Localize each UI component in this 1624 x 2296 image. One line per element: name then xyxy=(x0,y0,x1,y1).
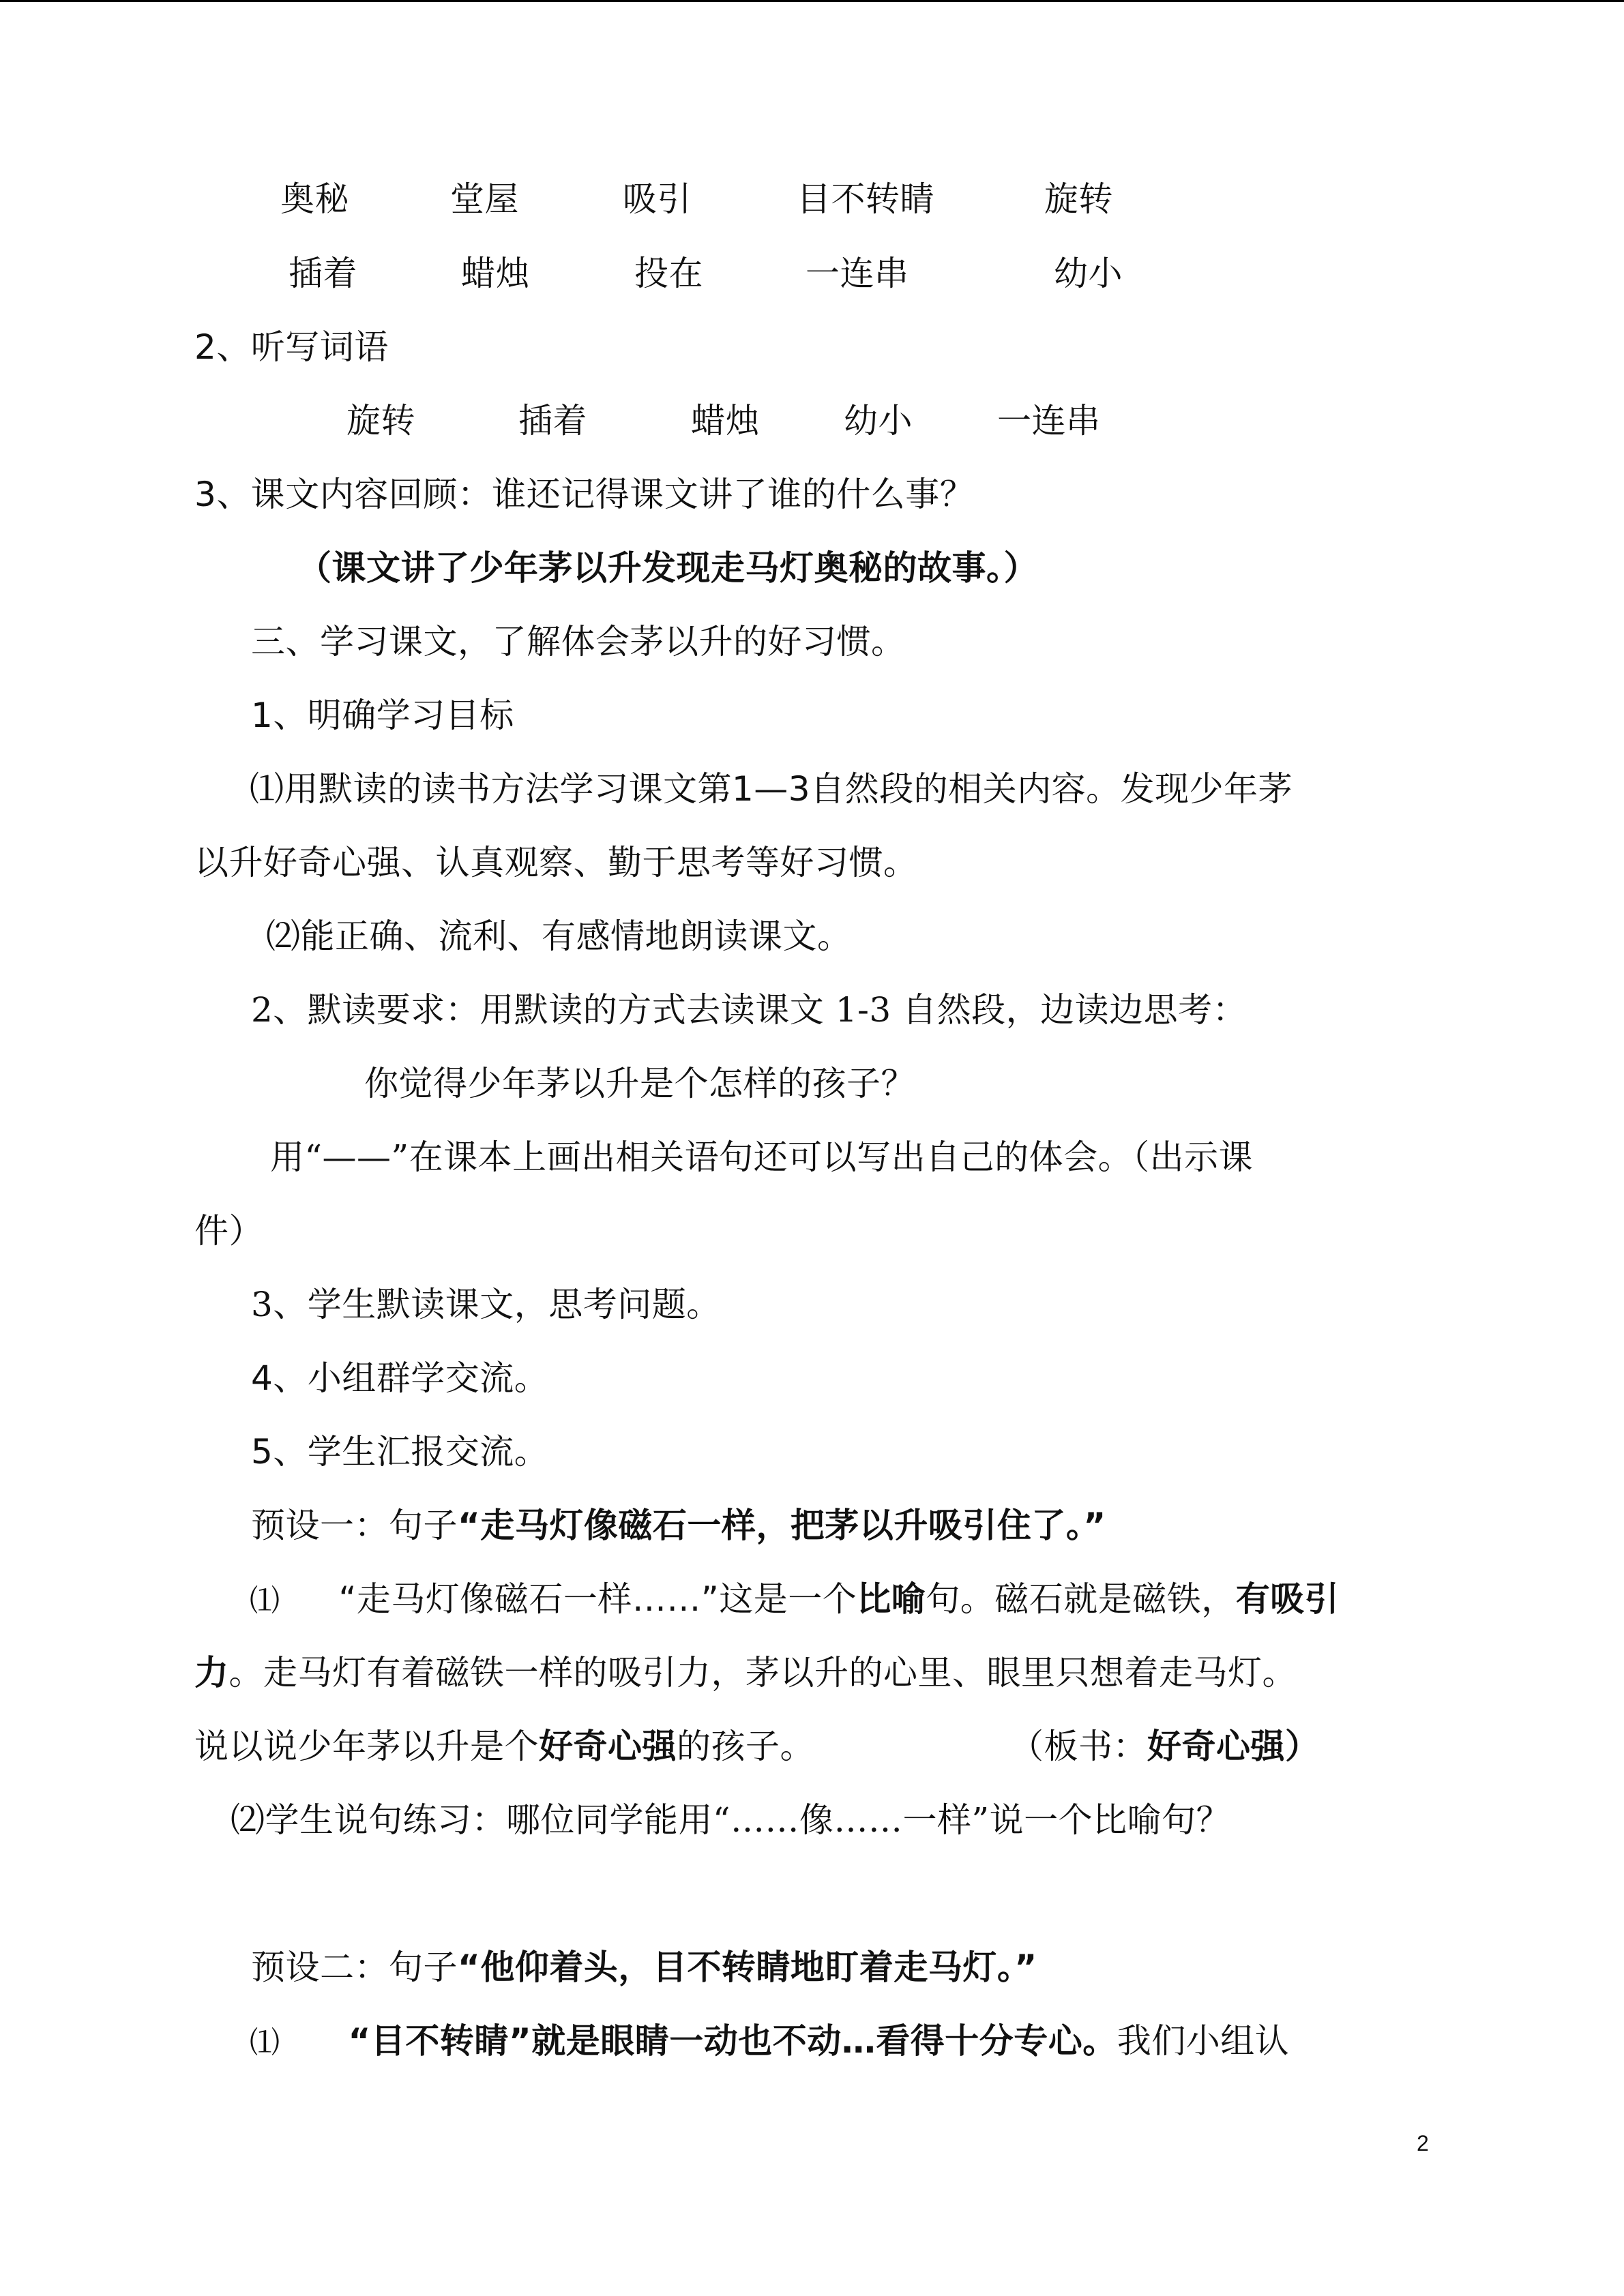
review-answer: （课文讲了少年茅以升发现走马灯奥秘的故事。） xyxy=(297,548,1038,588)
part-three-title: 三、学习课文，了解体会茅以升的好习惯。 xyxy=(251,622,906,661)
vocab-word: 一连串 xyxy=(806,254,909,293)
marking-instruction-line1: 用“——”在课本上画出相关语句还可以写出自己的体会。（出示课 xyxy=(270,1137,1254,1177)
step-three: 3、学生默读课文，思考问题。 xyxy=(251,1285,721,1324)
goal-one-line2: 以升好奇心强、认真观察、勤于思考等好习惯。 xyxy=(194,843,918,882)
learning-goals-heading: 1、明确学习目标 xyxy=(251,696,514,735)
preset-one-item-one-line2: 力。走马灯有着磁铁一样的吸引力，茅以升的心里、眼里只想着走马灯。 xyxy=(194,1653,1297,1693)
vocab-word: 旋转 xyxy=(1044,179,1113,219)
top-border xyxy=(0,0,1624,2)
step-five: 5、学生汇报交流。 xyxy=(251,1432,549,1472)
preset-one-item-two: ⑵学生说句练习：哪位同学能用“……像……一样”说一个比喻句？ xyxy=(231,1800,1231,1840)
section-heading-dictation: 2、听写词语 xyxy=(194,327,389,367)
goal-two: ⑵能正确、流利、有感情地朗读课文。 xyxy=(266,916,852,956)
dictation-word: 旋转 xyxy=(346,401,415,441)
dictation-word: 一连串 xyxy=(997,401,1101,441)
preset-two-item-one: ⑴ “目不转睛”就是眼睛一动也不动…看得十分专心。我们小组认 xyxy=(250,2021,1290,2061)
vocab-word: 蜡烛 xyxy=(461,254,530,293)
vocab-word: 插着 xyxy=(289,254,357,293)
dictation-word: 幼小 xyxy=(844,401,913,441)
dictation-word: 蜡烛 xyxy=(691,401,760,441)
vocab-word: 幼小 xyxy=(1054,254,1123,293)
goal-one-line1: ⑴用默读的读书方法学习课文第1—3自然段的相关内容。发现少年茅 xyxy=(250,769,1293,809)
vocab-word: 奥秘 xyxy=(280,179,349,219)
vocab-word: 堂屋 xyxy=(450,179,519,219)
vocab-word: 目不转睛 xyxy=(797,179,934,219)
page-number: 2 xyxy=(1417,2131,1429,2156)
board-note: （板书：好奇心强） xyxy=(1009,1727,1320,1766)
dictation-word: 插着 xyxy=(518,401,587,441)
section-heading-review: 3、课文内容回顾：谁还记得课文讲了谁的什么事？ xyxy=(194,475,975,514)
reading-requirement: 2、默读要求：用默读的方式去读课文 1-3 自然段，边读边思考： xyxy=(251,990,1247,1030)
preset-one: 预设一：句子“走马灯像磁石一样，把茅以升吸引住了。” xyxy=(251,1506,1106,1545)
vocab-word: 投在 xyxy=(634,254,703,293)
preset-one-item-one-line1: ⑴ “走马灯像磁石一样……”这是一个比喻句。磁石就是磁铁，有吸引 xyxy=(250,1579,1340,1619)
guiding-question: 你觉得少年茅以升是个怎样的孩子？ xyxy=(364,1064,915,1103)
marking-instruction-line2: 件） xyxy=(194,1211,263,1251)
vocab-word: 吸引 xyxy=(623,179,692,219)
step-four: 4、小组群学交流。 xyxy=(251,1358,549,1398)
preset-two: 预设二：句子“他仰着头，目不转睛地盯着走马灯。” xyxy=(251,1948,1037,1987)
preset-one-item-one-line3: 说以说少年茅以升是个好奇心强的孩子。 xyxy=(194,1727,814,1766)
